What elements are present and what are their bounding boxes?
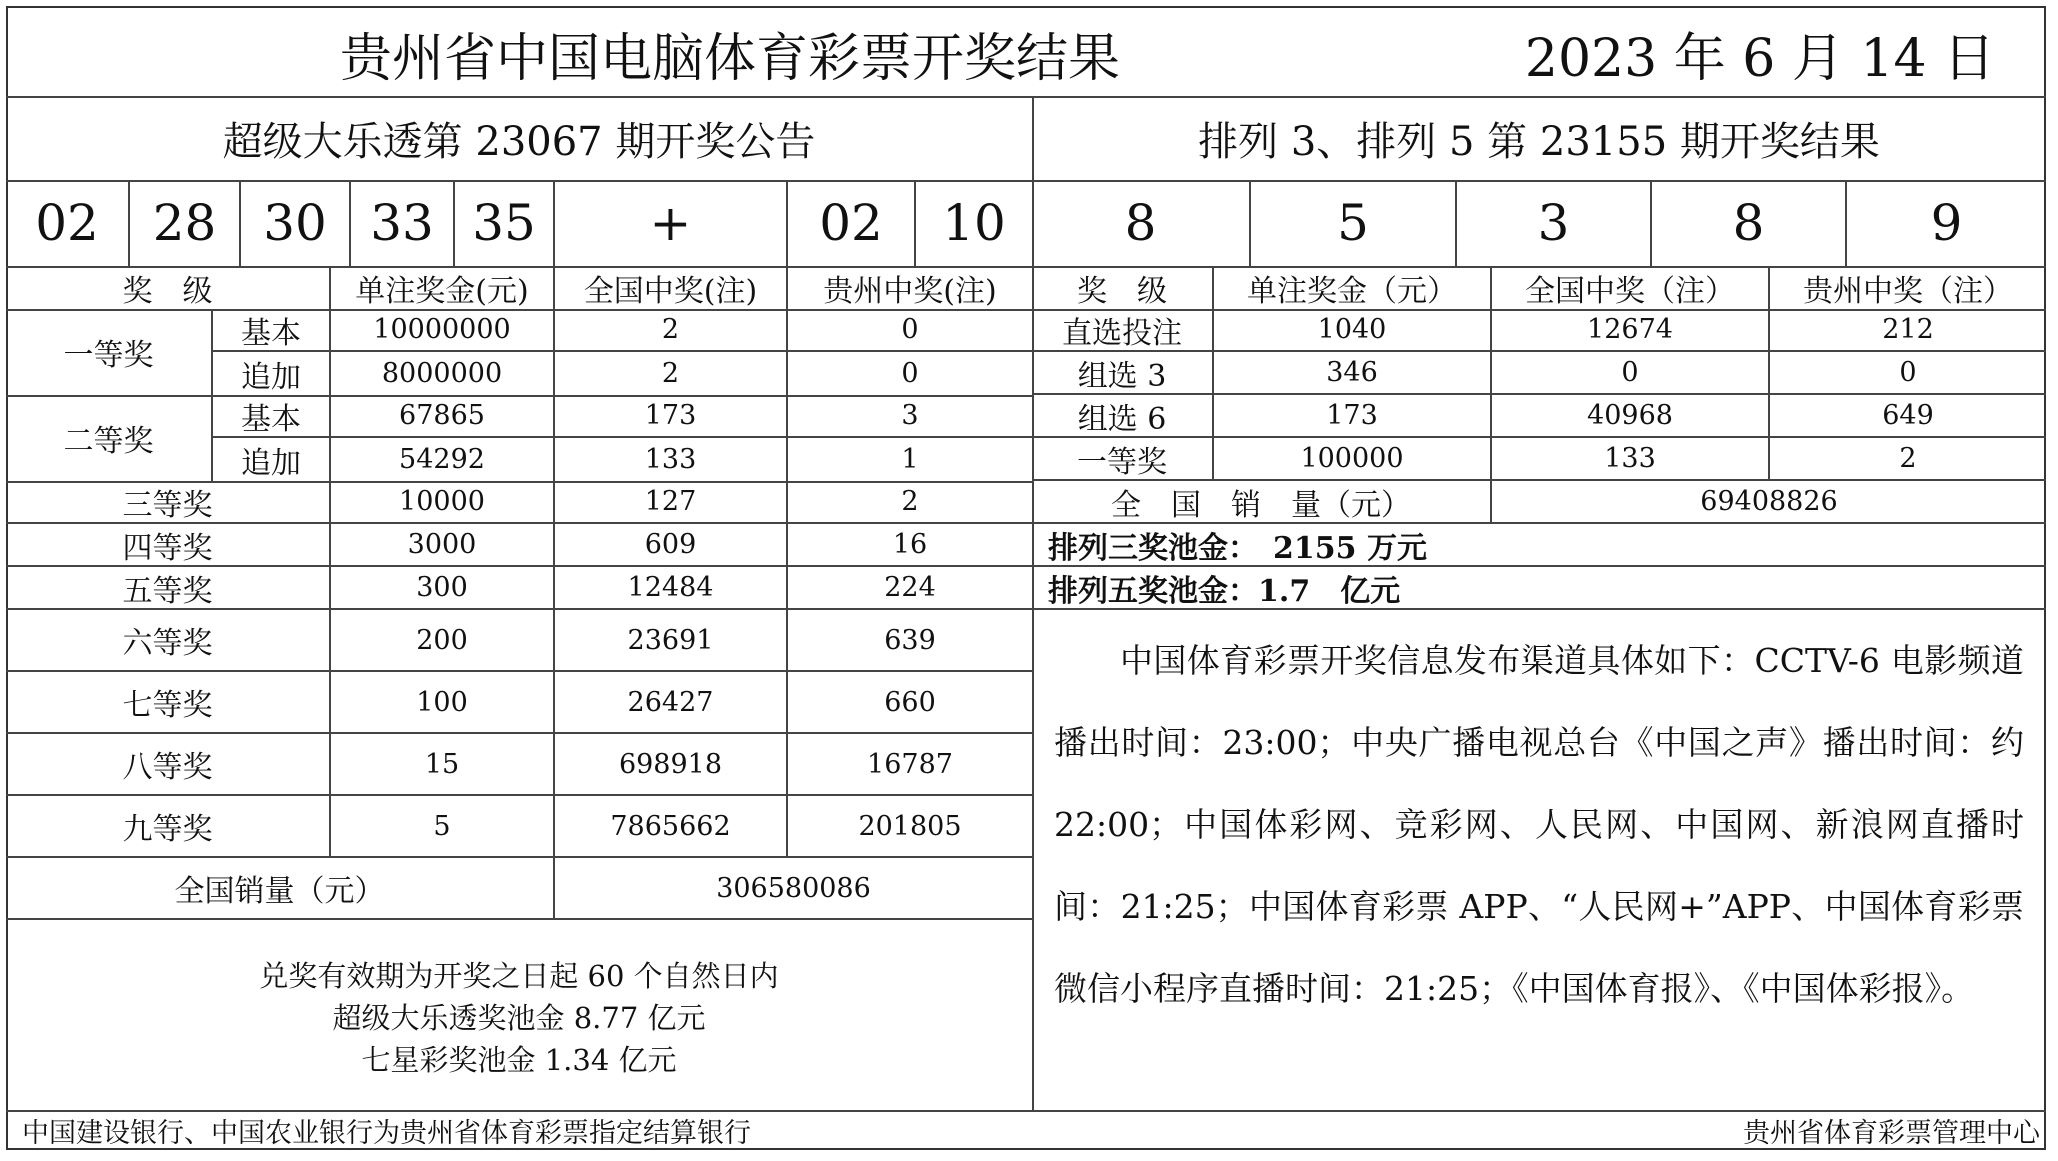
dlt-cell: 10000 <box>329 481 553 524</box>
pl-cell: 133 <box>1490 438 1768 481</box>
dlt-sales-label: 全国销量（元） <box>6 858 553 920</box>
pl5-pool: 排列五奖池金：1.7 亿元 <box>1032 567 2046 610</box>
dlt-cell: 16 <box>786 524 1032 567</box>
dlt-first-prize: 一等奖 <box>63 338 154 373</box>
draw-date: 2023 年 6 月 14 日 <box>1524 28 1996 89</box>
dlt-header-national: 全国中奖(注) <box>553 266 786 309</box>
dlt-cell: 26427 <box>553 672 786 734</box>
pl-number: 8 <box>1124 194 1157 252</box>
dlt-second-prize: 二等奖 <box>63 424 154 459</box>
pl-header-level: 奖 级 <box>1077 273 1167 309</box>
broadcast-notice: 中国体育彩票开奖信息发布渠道具体如下：CCTV-6 电影频道播出时间：23:00；中央广播电视总台《中国之声》播出时间：约 22:00；中国体彩网、竞彩网、人民网、中国网、新浪网直播时间：21:25；中国体育彩票 APP、“人民网+”APP、中国体育彩票微信小程序直播时间：21:25；《中国体育报》、《中国体彩报》。 <box>1054 641 2024 1008</box>
dlt-header-guizhou: 贵州中奖(注) <box>786 266 1032 309</box>
dlt-back-number: 10 <box>914 180 1032 266</box>
pl-cell: 212 <box>1768 309 2046 352</box>
dlt-cell: 0 <box>786 352 1032 395</box>
pl-cell: 0 <box>1490 352 1768 395</box>
pl-number: 3 <box>1455 180 1650 266</box>
dlt-level: 三等奖 <box>6 481 329 524</box>
dlt-pool-note: 超级大乐透奖池金 8.77 亿元 <box>332 1001 706 1035</box>
dlt-cell: 7865662 <box>553 796 786 858</box>
pl-header-amount: 单注奖金（元） <box>1212 266 1490 309</box>
dlt-cell: 10000000 <box>329 309 553 352</box>
dlt-cell: 609 <box>553 524 786 567</box>
dlt-cell: 127 <box>553 481 786 524</box>
pl-cell: 1040 <box>1212 309 1490 352</box>
redeem-note: 兑奖有效期为开奖之日起 60 个自然日内 <box>259 959 779 993</box>
dlt-level: 六等奖 <box>6 610 329 672</box>
dlt-level: 九等奖 <box>6 796 329 858</box>
dlt-cell: 67865 <box>329 395 553 438</box>
dlt-cell: 5 <box>329 796 553 858</box>
dlt-cell: 698918 <box>553 734 786 796</box>
dlt-header-level: 奖 级 <box>122 273 213 309</box>
pl-level: 直选投注 <box>1032 309 1212 352</box>
pl-sales-value: 69408826 <box>1490 481 2046 524</box>
pl-cell: 2 <box>1768 438 2046 481</box>
pl-title: 排列 3、排列 5 第 23155 期开奖结果 <box>1198 118 1880 165</box>
pl-number: 8 <box>1650 180 1845 266</box>
dlt-front-number: 35 <box>453 180 553 266</box>
pl-number: 9 <box>1845 180 2046 266</box>
pl-header-guizhou: 贵州中奖（注） <box>1768 266 2046 309</box>
dlt-cell: 639 <box>786 610 1032 672</box>
dlt-cell: 54292 <box>329 438 553 481</box>
dlt-cell: 2 <box>553 309 786 352</box>
qxc-pool-note: 七星彩奖池金 1.34 亿元 <box>361 1043 677 1077</box>
pl-level: 组选 6 <box>1032 395 1212 438</box>
pl-cell: 40968 <box>1490 395 1768 438</box>
footer-center: 贵州省体育彩票管理中心 <box>1743 1117 2040 1149</box>
dlt-cell: 8000000 <box>329 352 553 395</box>
dlt-front-number: 28 <box>128 180 239 266</box>
pl-cell: 173 <box>1212 395 1490 438</box>
dlt-first-extra-label: 追加 <box>211 352 329 395</box>
footer-banks: 中国建设银行、中国农业银行为贵州省体育彩票指定结算银行 <box>22 1117 751 1149</box>
pl3-pool: 排列三奖池金： 2155 万元 <box>1032 524 2046 567</box>
dlt-level: 四等奖 <box>6 524 329 567</box>
dlt-back-number: 02 <box>786 180 914 266</box>
dlt-cell: 1 <box>786 438 1032 481</box>
dlt-header-amount: 单注奖金(元) <box>329 266 553 309</box>
pl-cell: 12674 <box>1490 309 1768 352</box>
dlt-cell: 2 <box>786 481 1032 524</box>
plus-sign: + <box>553 180 786 266</box>
pl-header-national: 全国中奖（注） <box>1490 266 1768 309</box>
dlt-sales-value: 306580086 <box>553 858 1032 920</box>
dlt-level: 七等奖 <box>6 672 329 734</box>
dlt-cell: 133 <box>553 438 786 481</box>
pl-level: 一等奖 <box>1032 438 1212 481</box>
dlt-cell: 23691 <box>553 610 786 672</box>
dlt-cell: 3000 <box>329 524 553 567</box>
dlt-cell: 173 <box>553 395 786 438</box>
dlt-front-number: 02 <box>35 194 99 252</box>
dlt-cell: 2 <box>553 352 786 395</box>
dlt-cell: 224 <box>786 567 1032 610</box>
dlt-first-basic-label: 基本 <box>211 309 329 352</box>
dlt-cell: 201805 <box>786 796 1032 858</box>
pl-cell: 100000 <box>1212 438 1490 481</box>
page-title: 贵州省中国电脑体育彩票开奖结果 <box>339 28 1120 89</box>
pl-cell: 649 <box>1768 395 2046 438</box>
dlt-cell: 660 <box>786 672 1032 734</box>
dlt-cell: 100 <box>329 672 553 734</box>
pl-number: 5 <box>1249 180 1455 266</box>
pl-sales-label: 全 国 销 量（元） <box>1032 481 1490 524</box>
dlt-second-extra-label: 追加 <box>211 438 329 481</box>
dlt-level: 五等奖 <box>6 567 329 610</box>
dlt-cell: 0 <box>786 309 1032 352</box>
dlt-front-number: 30 <box>239 180 349 266</box>
dlt-cell: 15 <box>329 734 553 796</box>
pl-cell: 346 <box>1212 352 1490 395</box>
dlt-cell: 12484 <box>553 567 786 610</box>
dlt-title: 超级大乐透第 23067 期开奖公告 <box>222 118 816 165</box>
dlt-cell: 300 <box>329 567 553 610</box>
dlt-second-basic-label: 基本 <box>211 395 329 438</box>
pl-cell: 0 <box>1768 352 2046 395</box>
dlt-cell: 16787 <box>786 734 1032 796</box>
dlt-front-number: 33 <box>349 180 453 266</box>
pl-level: 组选 3 <box>1032 352 1212 395</box>
dlt-cell: 3 <box>786 395 1032 438</box>
dlt-level: 八等奖 <box>6 734 329 796</box>
dlt-cell: 200 <box>329 610 553 672</box>
